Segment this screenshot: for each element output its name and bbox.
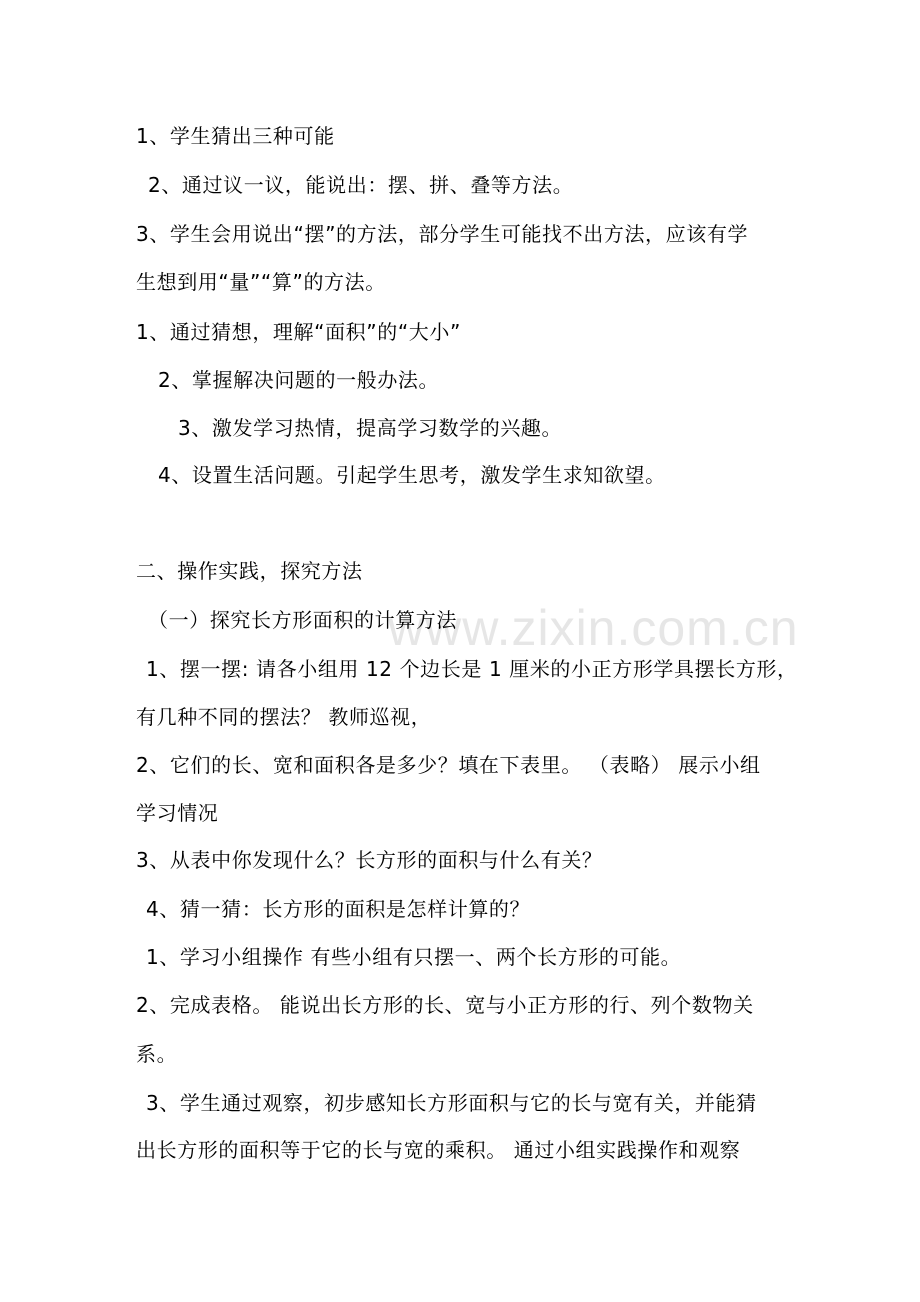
text-line: 3、学生会用说出“摆”的方法，部分学生可能找不出方法，应该有学 [136, 222, 749, 246]
text-line: 系。 [136, 1042, 178, 1066]
text-line: 1、学生猜出三种可能 [136, 124, 335, 148]
text-line: 1、学习小组操作 有些小组有只摆一、两个长方形的可能。 [146, 945, 682, 969]
text-line: 生想到用“量”“算”的方法。 [136, 270, 386, 294]
text-line: 1、通过猜想，理解“面积”的“大小” [136, 320, 461, 344]
text-line: 2、完成表格。 能说出长方形的长、宽与小正方形的行、列个数物关 [136, 993, 754, 1017]
text-line: 学习情况 [136, 801, 219, 825]
text-line: 2、通过议一议，能说出：摆、拼、叠等方法。 [148, 173, 574, 197]
text-line: 出长方形的面积等于它的长与宽的乘积。 通过小组实践操作和观察 [136, 1138, 741, 1162]
text-line: 3、从表中你发现什么？长方形的面积与什么有关？ [136, 848, 603, 872]
subsection-heading: （一）探究长方形面积的计算方法 [148, 608, 457, 632]
text-line: 有几种不同的摆法？ 教师巡视， [136, 705, 432, 729]
text-line: 3、学生通过观察，初步感知长方形面积与它的长与宽有关，并能猜 [146, 1091, 757, 1115]
section-heading: 二、操作实践，探究方法 [136, 559, 363, 583]
text-line: 2、它们的长、宽和面积各是多少？填在下表里。 （表略） 展示小组 [136, 753, 761, 777]
text-line: 4、设置生活问题。引起学生思考，激发学生求知欲望。 [158, 463, 666, 487]
text-line: 3、激发学习热情，提高学习数学的兴趣。 [178, 416, 563, 440]
watermark: www.zixin.com.cn [388, 600, 799, 656]
text-line: 4、猜一猜：长方形的面积是怎样计算的？ [146, 897, 531, 921]
text-line: 1、摆一摆: 请各小组用 12 个边长是 1 厘米的小正方形学具摆长方形， [146, 657, 798, 681]
text-line: 2、掌握解决问题的一般办法。 [158, 368, 440, 392]
